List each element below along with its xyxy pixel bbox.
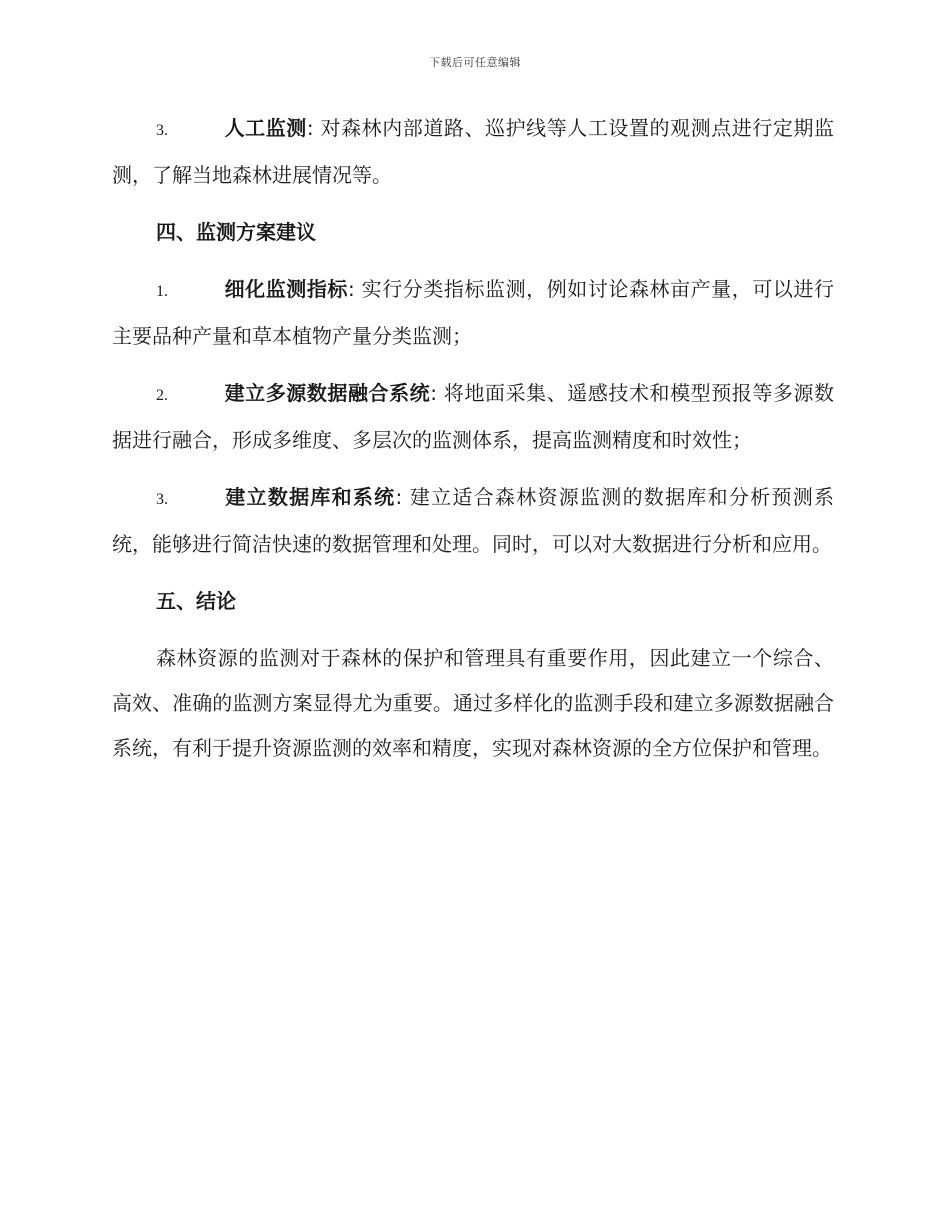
list-item-title: 建立多源数据融合系统 xyxy=(224,381,431,405)
list-item-number: 3. xyxy=(156,122,168,139)
list-item-refine-indicators xyxy=(112,267,834,359)
list-item-database-system xyxy=(112,475,834,567)
list-item-colon: : xyxy=(395,485,403,509)
list-item-data-fusion xyxy=(112,371,834,463)
list-item-manual-monitoring xyxy=(112,106,834,198)
list-item-colon: : xyxy=(347,277,355,301)
list-item-text: 对森林内部道路、巡护线等人工设置的观测点进行定期监测，了解当地森林进展情况等。 xyxy=(112,116,835,187)
list-item-title: 细化监测指标 xyxy=(224,277,348,301)
list-item-number: 3. xyxy=(156,491,168,508)
list-item-title: 人工监测 xyxy=(224,116,307,140)
section-heading-conclusion: 五、结论 xyxy=(156,589,236,613)
list-item-number: 2. xyxy=(156,387,168,404)
list-item-colon: : xyxy=(306,116,314,140)
document-body xyxy=(112,106,834,783)
list-item-text: 建立适合森林资源监测的数据库和分析预测系统，能够进行简洁快速的数据管理和处理。同时，可以对大数据进行分析和应用。 xyxy=(112,485,835,556)
list-item-number: 1. xyxy=(156,283,168,300)
list-item-colon: : xyxy=(430,381,437,405)
list-item-text: 实行分类指标监测，例如讨论森林亩产量，可以进行主要品种产量和草本植物产量分类监测； xyxy=(112,277,835,348)
header-note: 下载后可任意编辑 xyxy=(429,56,521,69)
section-heading-recommendations: 四、监测方案建议 xyxy=(156,220,316,244)
conclusion-paragraph: 森林资源的监测对于森林的保护和管理具有重要作用，因此建立一个综合、高效、准确的监测方案显得尤为重要。通过多样化的监测手段和建立多源数据融合系统，有利于提升资源监测的效率和精度，实现对森林资源的全方位保护和管理。 xyxy=(112,646,834,760)
list-item-title: 建立数据库和系统 xyxy=(224,485,396,509)
list-item-text: 将地面采集、遥感技术和模型预报等多源数据进行融合，形成多维度、多层次的监测体系，提高监测精度和时效性； xyxy=(112,381,835,452)
